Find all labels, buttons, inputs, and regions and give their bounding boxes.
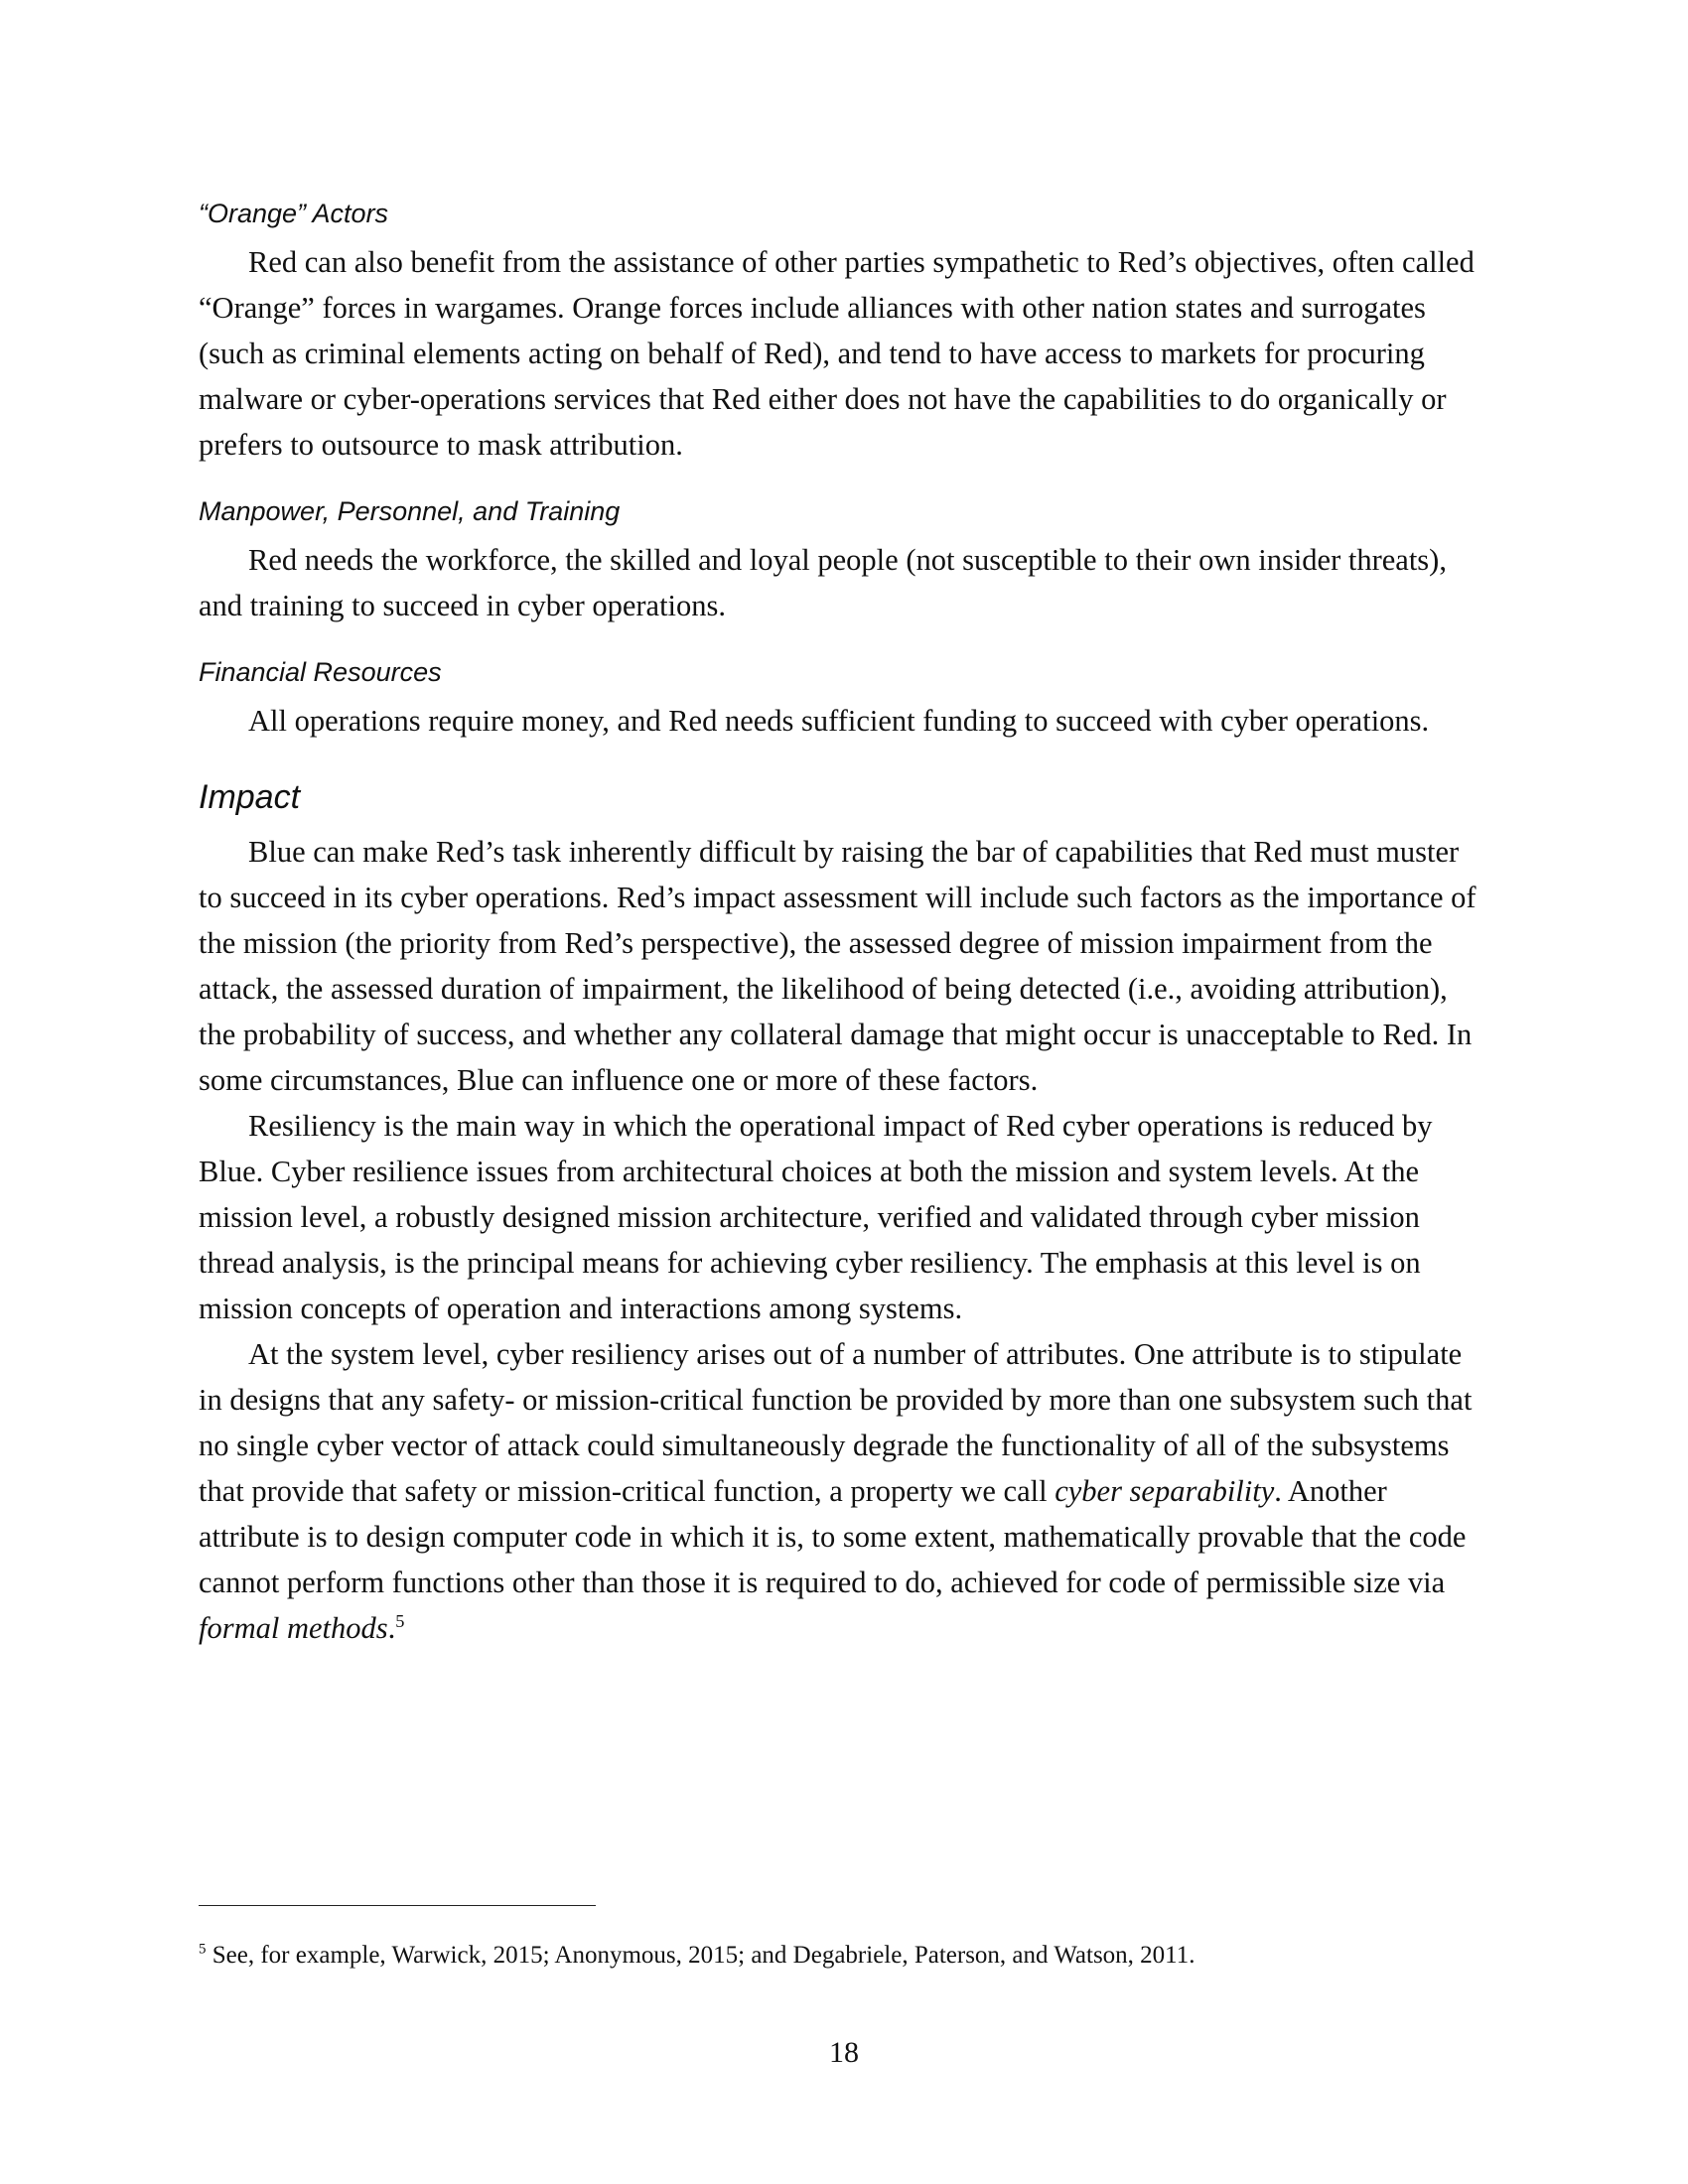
footnote-text: See, for example, Warwick, 2015; Anonymous, 2015; and Degabriele, Paterson, and Watson, 2011. (206, 1942, 1196, 1969)
orange-actors-heading: “Orange” Actors (199, 199, 389, 228)
term-formal-methods: formal methods (199, 1611, 388, 1645)
footnote (199, 1938, 1489, 1974)
manpower-heading: Manpower, Personnel, and Training (199, 496, 621, 526)
impact-p3-text-a: At the system level, cyber resiliency arises out of a number of attributes. One attribute is to stipulate in designs that any safety- or mission-critical function be provided by more than one subsystem such that no single cyber vector of attack could simultaneously degrade the functionality of all of the subsystems that provide that safety or mission-critical function, a property we call (199, 1337, 1473, 1508)
manpower-paragraph: Red needs the workforce, the skilled and loyal people (not susceptible to their own insider threats), and training to succeed in cyber operations. (199, 543, 1447, 622)
page-body (199, 194, 1489, 1651)
footnote-reference[interactable]: 5 (395, 1610, 405, 1631)
term-cyber-separability: cyber separability (1055, 1474, 1275, 1508)
page-number: 18 (829, 2036, 859, 2069)
impact-paragraph-2: Resiliency is the main way in which the operational impact of Red cyber operations is reduced by Blue. Cyber resilience issues from architectural choices at both the mission and system levels. At the mission level, a robustly designed mission architecture, verified and validated through cyber mission thread analysis, is the principal means for achieving cyber resiliency. The emphasis at this level is on mission concepts of operation and interactions among systems. (199, 1109, 1433, 1325)
orange-actors-paragraph: Red can also benefit from the assistance of other parties sympathetic to Red’s objectives, often called “Orange” forces in wargames. Orange forces include alliances with other nation states and surrogates (such as criminal elements acting on behalf of Red), and tend to have access to markets for procuring malware or cyber-operations services that Red either does not have the capabilities to do organically or prefers to outsource to mask attribution. (199, 245, 1475, 462)
financial-resources-paragraph: All operations require money, and Red needs sufficient funding to succeed with cyber operations. (248, 704, 1430, 738)
impact-paragraph-1: Blue can make Red’s task inherently difficult by raising the bar of capabilities that Red must muster to succeed in its cyber operations. Red’s impact assessment will include such factors as the importance of the mission (the priority from Red’s perspective), the assessed degree of mission impairment from the attack, the assessed duration of impairment, the likelihood of being detected (i.e., avoiding attribution), the probability of success, and whether any collateral damage that might occur is unacceptable to Red. In some circumstances, Blue can influence one or more of these factors. (199, 835, 1477, 1097)
impact-paragraph-3 (199, 1331, 1489, 1651)
impact-heading: Impact (199, 778, 301, 816)
impact-p3-text-c: . (387, 1611, 396, 1645)
impact-p3-text-b: . Another attribute is to design computer code in which it is, to some extent, mathematically provable that the code cannot perform functions other than those it is required to do, achieved for code of permissible size via (199, 1474, 1467, 1599)
footnote-number: 5 (199, 1941, 207, 1958)
footnote-divider (199, 1905, 596, 1906)
financial-resources-heading: Financial Resources (199, 657, 442, 687)
